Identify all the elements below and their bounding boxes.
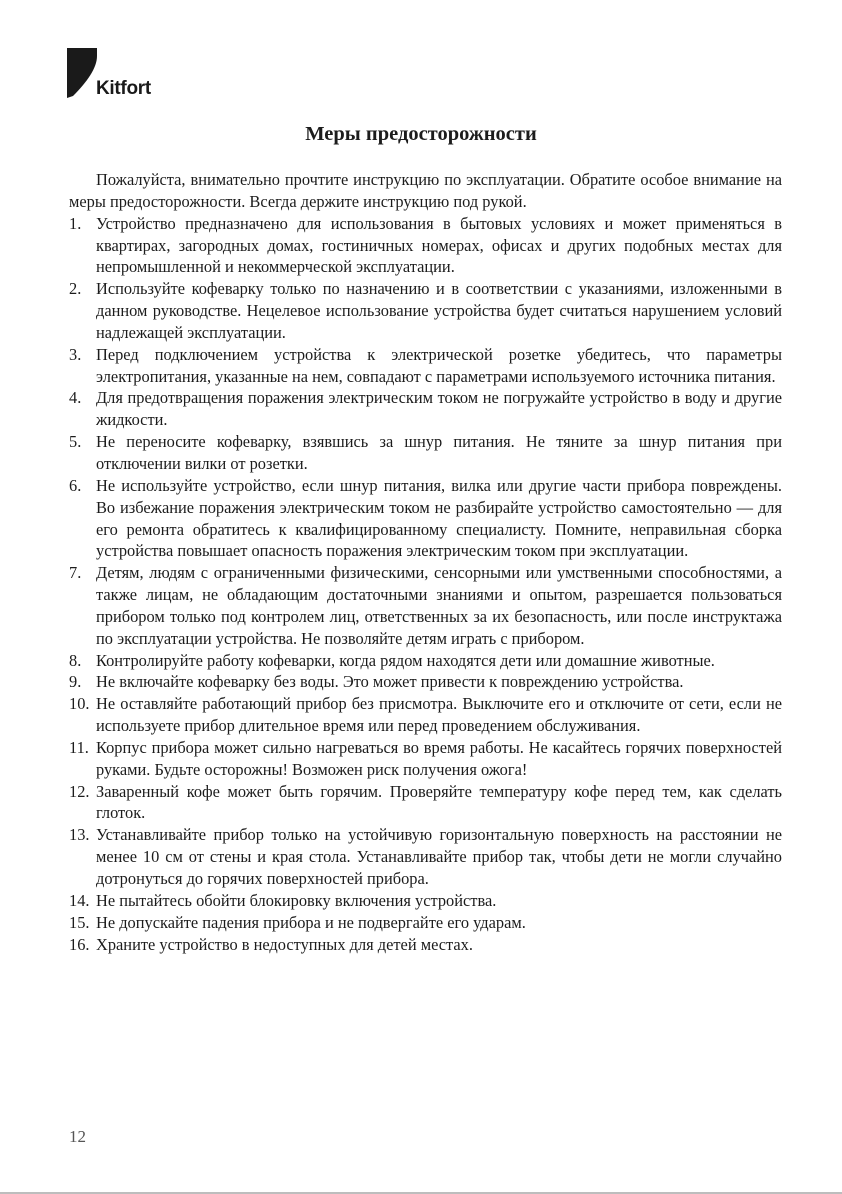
item-number: 12. xyxy=(69,781,90,801)
precautions-list xyxy=(69,213,782,956)
item-number: 8. xyxy=(69,650,82,670)
list-item xyxy=(69,387,782,431)
item-text: Заваренный кофе может быть горячим. Проверяйте температуру кофе перед тем, как сделать глоток. xyxy=(96,781,782,823)
list-item xyxy=(69,344,782,388)
item-number: 16. xyxy=(69,934,90,954)
list-item xyxy=(69,213,782,279)
item-number: 9. xyxy=(69,672,82,692)
item-text: Контролируйте работу кофеварки, когда рядом находятся дети или домашние животные. xyxy=(96,650,715,670)
item-number: 4. xyxy=(69,388,82,408)
kitfort-logo-icon xyxy=(67,48,97,98)
item-number: 10. xyxy=(69,694,90,714)
item-number: 15. xyxy=(69,912,90,932)
item-number: 3. xyxy=(69,344,82,364)
list-item xyxy=(69,781,782,825)
item-text: Не допускайте падения прибора и не подвергайте его ударам. xyxy=(96,912,526,932)
list-item xyxy=(69,562,782,649)
list-item xyxy=(69,912,782,934)
item-text: Не включайте кофеварку без воды. Это может привести к повреждению устройства. xyxy=(96,672,684,692)
item-text: Не оставляйте работающий прибор без присмотра. Выключите его и отключите от сети, если не используете прибор длительное время или перед проведением обслуживания. xyxy=(96,694,782,736)
page-number: 12 xyxy=(69,1127,86,1146)
item-text: Детям, людям с ограниченными физическими, сенсорными или умственными способностями, а также лицам, не обладающим достаточными знаниями и опытом, разрешается пользоваться прибором только под контролем лиц, ответственных за их безопасность, или после инструктажа по эксплуатации устройства. Не позволяйте детям играть с прибором. xyxy=(96,563,782,648)
page-title: Меры предосторожности xyxy=(305,123,537,145)
item-number: 2. xyxy=(69,279,82,299)
item-text: Не используйте устройство, если шнур питания, вилка или другие части прибора повреждены. Во избежание поражения электрическим током не разбирайте устройство самостоятельно — для его ремонта обратитесь к квалифицированному специалисту. Помните, неправильная сборка устройства повышает опасность поражения электрическим током при эксплуатации. xyxy=(96,475,782,561)
item-number: 11. xyxy=(69,737,89,757)
item-number: 1. xyxy=(69,213,82,233)
list-item xyxy=(69,650,782,672)
list-item xyxy=(69,431,782,475)
brand-logo xyxy=(67,48,187,104)
item-number: 14. xyxy=(69,890,90,910)
document-body xyxy=(69,169,782,955)
list-item xyxy=(69,934,782,956)
list-item xyxy=(69,475,782,562)
list-item xyxy=(69,693,782,737)
item-text: Перед подключением устройства к электрической розетке убедитесь, что параметры электропитания, указанные на нем, совпадают с параметрами используемого источника питания. xyxy=(96,344,782,386)
item-text: Не переносите кофеварку, взявшись за шнур питания. Не тяните за шнур питания при отключении вилки от розетки. xyxy=(96,432,782,473)
brand-name: Kitfort xyxy=(96,78,151,99)
item-text: Используйте кофеварку только по назначению и в соответствии с указаниями, изложенными в данном руководстве. Нецелевое использование устройства будет считаться нарушением условий надлежащей эксплуатации. xyxy=(96,279,782,342)
item-text: Корпус прибора может сильно нагреваться во время работы. Не касайтесь горячих поверхностей руками. Будьте осторожны! Возможен риск получения ожога! xyxy=(96,737,782,779)
item-number: 5. xyxy=(69,432,82,452)
item-text: Для предотвращения поражения электрическим током не погружайте устройство в воду и другие жидкости. xyxy=(96,388,782,430)
item-text: Устройство предназначено для использования в бытовых условиях и может применяться в квартирах, загородных домах, гостиничных номерах, офисах и других подобных местах для непромышленной и некоммерческой эксплуатации. xyxy=(96,213,782,277)
list-item xyxy=(69,890,782,912)
list-item xyxy=(69,278,782,344)
list-item xyxy=(69,737,782,781)
item-text: Храните устройство в недоступных для детей местах. xyxy=(96,934,473,954)
item-number: 7. xyxy=(69,563,82,583)
item-text: Устанавливайте прибор только на устойчивую горизонтальную поверхность на расстоянии не менее 10 см от стены и края стола. Устанавливайте прибор так, чтобы дети не могли случайно дотронуться до горячих поверхностей прибора. xyxy=(96,825,782,888)
item-text: Не пытайтесь обойти блокировку включения устройства. xyxy=(96,890,497,910)
list-item xyxy=(69,824,782,890)
intro-paragraph: Пожалуйста, внимательно прочтите инструкцию по эксплуатации. Обратите особое внимание на меры предосторожности. Всегда держите инструкцию под рукой. xyxy=(69,170,782,211)
item-number: 13. xyxy=(69,825,90,845)
list-item xyxy=(69,671,782,693)
item-number: 6. xyxy=(69,475,82,495)
